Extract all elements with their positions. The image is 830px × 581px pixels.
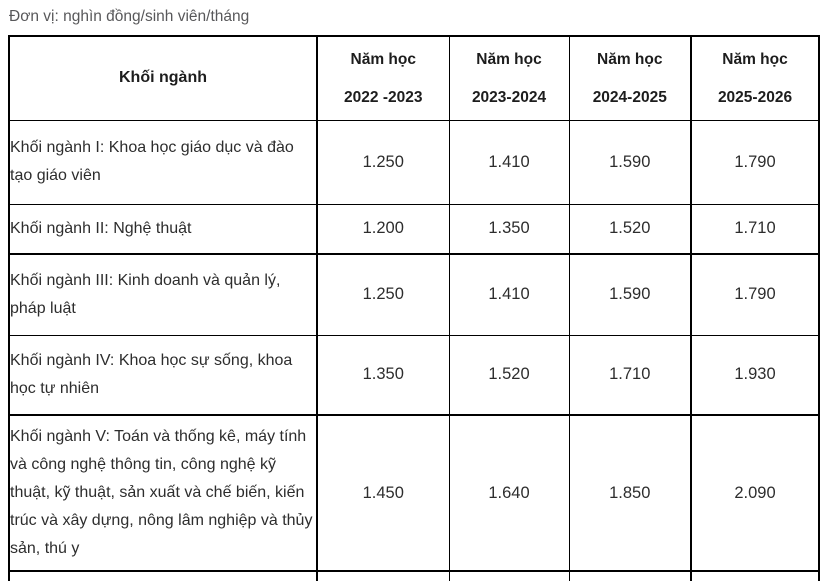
year-header-line1: Năm học — [350, 50, 416, 68]
fee-value: 1.710 — [569, 335, 691, 415]
column-header-year-2024-2025 — [569, 36, 691, 120]
fee-value: 1.410 — [449, 120, 569, 204]
fee-value: 1.590 — [569, 254, 691, 335]
column-header-year-2023-2024 — [449, 36, 569, 120]
year-header-line2: 2025-2026 — [717, 88, 793, 106]
fee-value — [317, 571, 449, 581]
row-label: Khối ngành I: Khoa học giáo dục và đào tạo giáo viên — [9, 120, 317, 204]
year-header-line2: 2023-2024 — [471, 88, 547, 106]
fee-value: 1.790 — [691, 120, 819, 204]
column-header-year-2025-2026 — [691, 36, 819, 120]
row-label: Khối ngành III: Kinh doanh và quản lý, pháp luật — [9, 254, 317, 335]
table-row-khoi-nganh-4 — [9, 335, 819, 415]
fee-value: 1.520 — [569, 204, 691, 254]
year-header-line1: Năm học — [722, 50, 788, 68]
fee-value: 1.520 — [449, 335, 569, 415]
fee-value: 1.410 — [449, 254, 569, 335]
fee-value: 1.640 — [449, 415, 569, 571]
unit-caption: Đơn vị: nghìn đồng/sinh viên/tháng — [9, 8, 250, 25]
row-label: Khối ngành IV: Khoa học sự sống, khoa học tự nhiên — [9, 335, 317, 415]
fee-value: 1.450 — [317, 415, 449, 571]
fee-value: 1.710 — [691, 204, 819, 254]
fee-value: 1.930 — [691, 335, 819, 415]
fee-value — [691, 571, 819, 581]
year-header-line1: Năm học — [597, 50, 663, 68]
fee-value: 2.090 — [691, 415, 819, 571]
fee-value: 1.200 — [317, 204, 449, 254]
fee-value: 1.250 — [317, 120, 449, 204]
fee-value: 1.250 — [317, 254, 449, 335]
fee-value: 1.790 — [691, 254, 819, 335]
table-row-khoi-nganh-3 — [9, 254, 819, 335]
fee-value: 1.590 — [569, 120, 691, 204]
row-label: Khối ngành II: Nghệ thuật — [9, 204, 317, 254]
table-header-row — [9, 36, 819, 120]
table-row-partial-clipped — [9, 571, 819, 581]
table-row-khoi-nganh-2 — [9, 204, 819, 254]
year-header-line2: 2024-2025 — [592, 88, 667, 106]
year-header-line1: Năm học — [476, 50, 542, 68]
tuition-fee-table — [8, 35, 820, 581]
row-label — [9, 571, 317, 581]
fee-value: 1.350 — [449, 204, 569, 254]
row-label: Khối ngành V: Toán và thống kê, máy tính và công nghệ thông tin, công nghệ kỹ thuật, kỹ thuật, sản xuất và chế biến, kiến trúc và xây dựng, nông lâm nghiệp và thủy sản, thú y — [9, 415, 317, 571]
table-row-khoi-nganh-5 — [9, 415, 819, 571]
fee-value — [449, 571, 569, 581]
year-header-line2: 2022 -2023 — [344, 88, 423, 106]
fee-value: 1.850 — [569, 415, 691, 571]
column-header-year-2022-2023 — [317, 36, 449, 120]
fee-value: 1.350 — [317, 335, 449, 415]
column-header-khoi-nganh: Khối ngành — [9, 36, 317, 120]
table-row-khoi-nganh-1 — [9, 120, 819, 204]
fee-value — [569, 571, 691, 581]
